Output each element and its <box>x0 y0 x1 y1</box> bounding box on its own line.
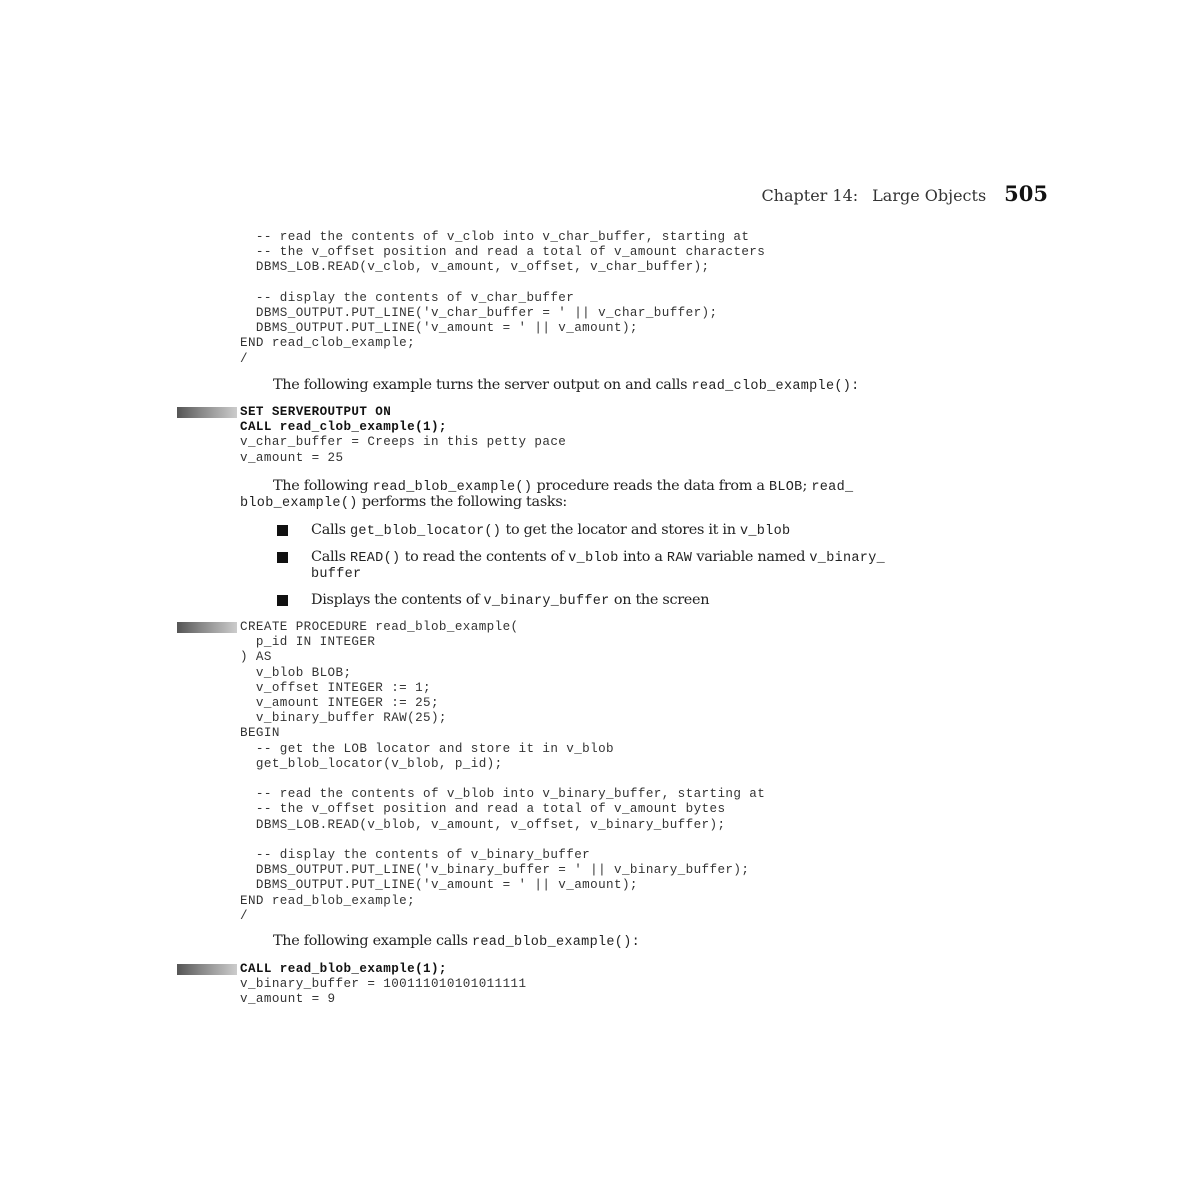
code-marker-bar <box>177 622 237 633</box>
paragraph-blob-intro-line1: The following read_blob_example() procedure reads the data from a BLOB; read_ <box>273 478 854 495</box>
paragraph-blob-intro-line2: blob_example() performs the following tasks: <box>240 494 567 511</box>
paragraph-call-blob: The following example calls read_blob_example(): <box>273 933 640 950</box>
bullet-icon <box>277 552 288 563</box>
bullet-item-2-cont: buffer <box>311 567 362 582</box>
bullet-icon <box>277 525 288 536</box>
chapter-label: Chapter 14: <box>761 186 859 205</box>
bullet-item-3: Displays the contents of v_binary_buffer on the screen <box>311 592 710 609</box>
code-block-call-blob: CALL read_blob_example(1); v_binary_buffer = 100111010101011111 v_amount = 9 <box>240 962 527 1007</box>
code-marker-bar <box>177 964 237 975</box>
code-block-read-clob-tail: -- read the contents of v_clob into v_char_buffer, starting at -- the v_offset position and read a total of v_amount characters DBMS_LOB.READ(v_clob, v_amount, v_offset, v_char_buffer); -- display the contents of v_char_buffer DBMS_OUTPUT.PUT_LINE('v_char_buffer = ' || v_char_buffer); DBMS_OUTPUT.PUT_LINE('v_amount = ' || v_amount); END read_clob_example; / <box>240 230 766 366</box>
paragraph-call-clob: The following example turns the server output on and calls read_clob_example(): <box>273 377 860 394</box>
page-number: 505 <box>1004 181 1048 206</box>
code-block-read-blob-procedure: CREATE PROCEDURE read_blob_example( p_id IN INTEGER ) AS v_blob BLOB; v_offset INTEGER := 1; v_amount INTEGER := 25; v_binary_buffer RAW(25); BEGIN -- get the LOB locator and store it in v_blob get_blob_locator(v_blob, p_id); -- read the contents of v_blob into v_binary_buffer, starting at -- the v_offset position and read a total of v_amount bytes DBMS_LOB.READ(v_blob, v_amount, v_offset, v_binary_buffer); -- display the contents of v_binary_buffer DBMS_OUTPUT.PUT_LINE('v_binary_buffer = ' || v_binary_buffer); DBMS_OUTPUT.PUT_LINE('v_amount = ' || v_amount); END read_blob_example; / <box>240 620 766 923</box>
page-header <box>0 181 1048 206</box>
bullet-item-2: Calls READ() to read the contents of v_blob into a RAW variable named v_binary_ <box>311 549 886 566</box>
chapter-title: Large Objects <box>872 186 987 205</box>
code-marker-bar <box>177 407 237 418</box>
bullet-icon <box>277 595 288 606</box>
code-block-call-clob: SET SERVEROUTPUT ON CALL read_clob_example(1); v_char_buffer = Creeps in this petty pace v_amount = 25 <box>240 405 567 465</box>
bullet-item-1: Calls get_blob_locator() to get the locator and stores it in v_blob <box>311 522 791 539</box>
